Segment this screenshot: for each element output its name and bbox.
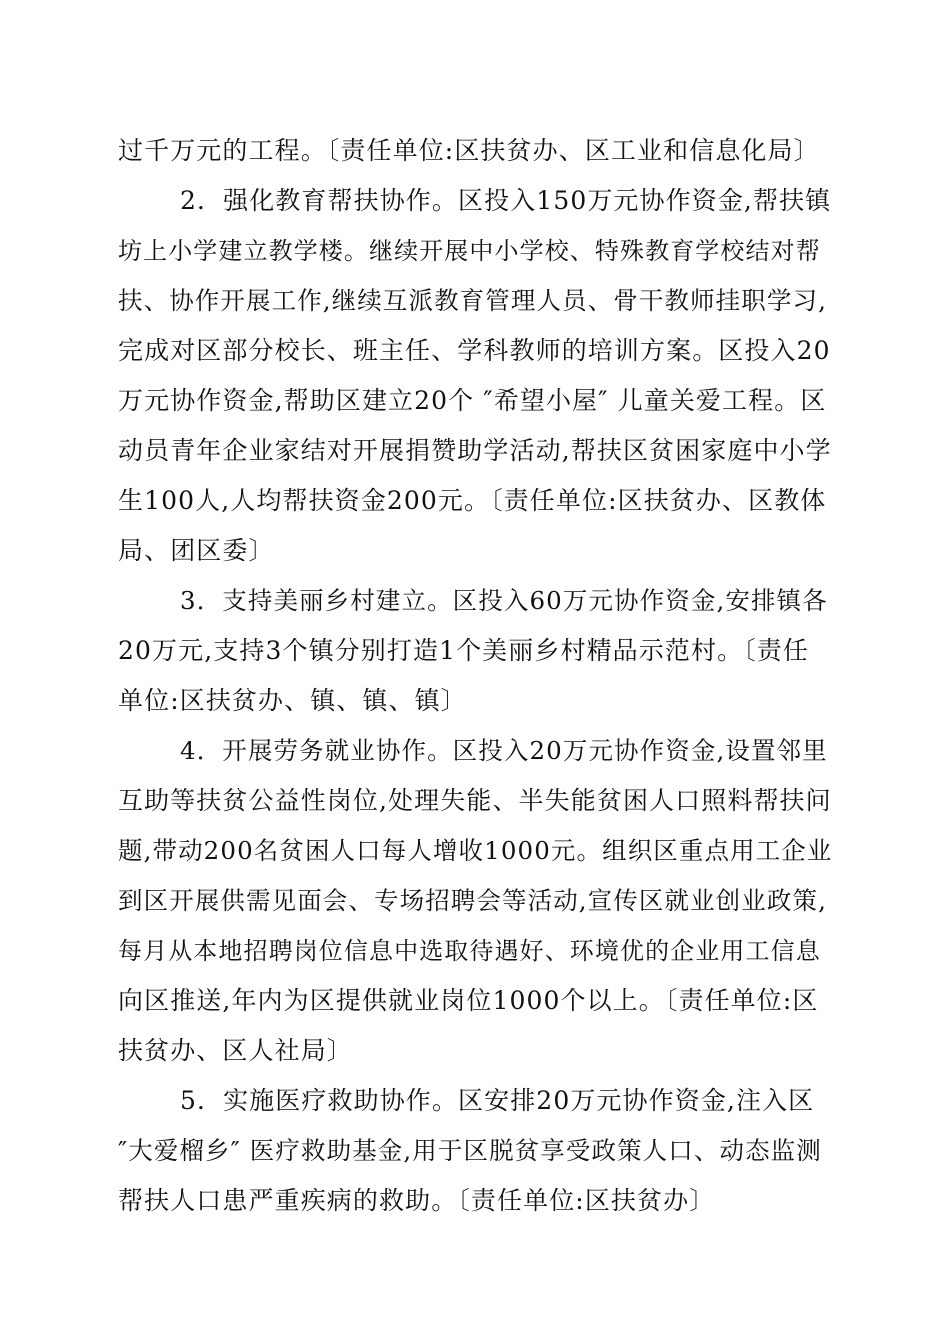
- text-line-2: 2．强化教育帮扶协作。区投入150万元协作资金,帮扶镇: [180, 186, 832, 215]
- text-line-3: 坊上小学建立教学楼。继续开展中小学校、特殊教育学校结对帮: [118, 237, 821, 265]
- text-line-7: 动员青年企业家结对开展捐赞助学活动,帮扶区贫困家庭中小学: [118, 436, 832, 465]
- text-line-17: 每月从本地招聘岗位信息中选取待遇好、环境优的企业用工信息: [118, 937, 821, 965]
- text-line-5: 完成对区部分校长、班主任、学科教师的培训方案。区投入20: [118, 336, 831, 365]
- text-line-13: 4．开展劳务就业协作。区投入20万元协作资金,设置邻里: [180, 736, 828, 765]
- text-line-21: ″大爱榴乡″ 医疗救助基金,用于区脱贫享受政策人口、动态监测: [118, 1136, 822, 1165]
- text-line-9: 局、团区委〕: [118, 536, 275, 565]
- text-line-10: 3．支持美丽乡村建立。区投入60万元协作资金,安排镇各: [180, 586, 828, 615]
- text-line-4: 扶、协作开展工作,继续互派教育管理人员、骨干教师挂职学习,: [118, 286, 827, 315]
- text-line-6: 万元协作资金,帮助区建立20个 ″希望小屋″ 儿童关爱工程。区: [118, 386, 827, 415]
- text-line-14: 互助等扶贫公益性岗位,处理失能、半失能贫困人口照料帮扶问: [118, 786, 832, 815]
- text-line-18: 向区推送,年内为区提供就业岗位1000个以上。〔责任单位:区: [118, 986, 819, 1015]
- text-line-20: 5．实施医疗救助协作。区安排20万元协作资金,注入区: [180, 1086, 815, 1115]
- text-line-22: 帮扶人口患严重疾病的救助。〔责任单位:区扶贫办〕: [118, 1186, 716, 1215]
- text-line-19: 扶贫办、区人社局〕: [118, 1036, 353, 1065]
- text-line-1: 过千万元的工程。〔责任单位:区扶贫办、区工业和信息化局〕: [118, 136, 820, 165]
- text-line-12: 单位:区扶贫办、镇、镇、镇〕: [118, 686, 467, 715]
- text-line-11: 20万元,支持3个镇分别打造1个美丽乡村精品示范村。〔责任: [118, 636, 809, 665]
- text-line-15: 题,带动200名贫困人口每人增收1000元。组织区重点用工企业: [118, 836, 833, 865]
- text-line-8: 生100人,人均帮扶资金200元。〔责任单位:区扶贫办、区教体: [118, 486, 827, 515]
- text-line-16: 到区开展供需见面会、专场招聘会等活动,宣传区就业创业政策,: [118, 886, 827, 915]
